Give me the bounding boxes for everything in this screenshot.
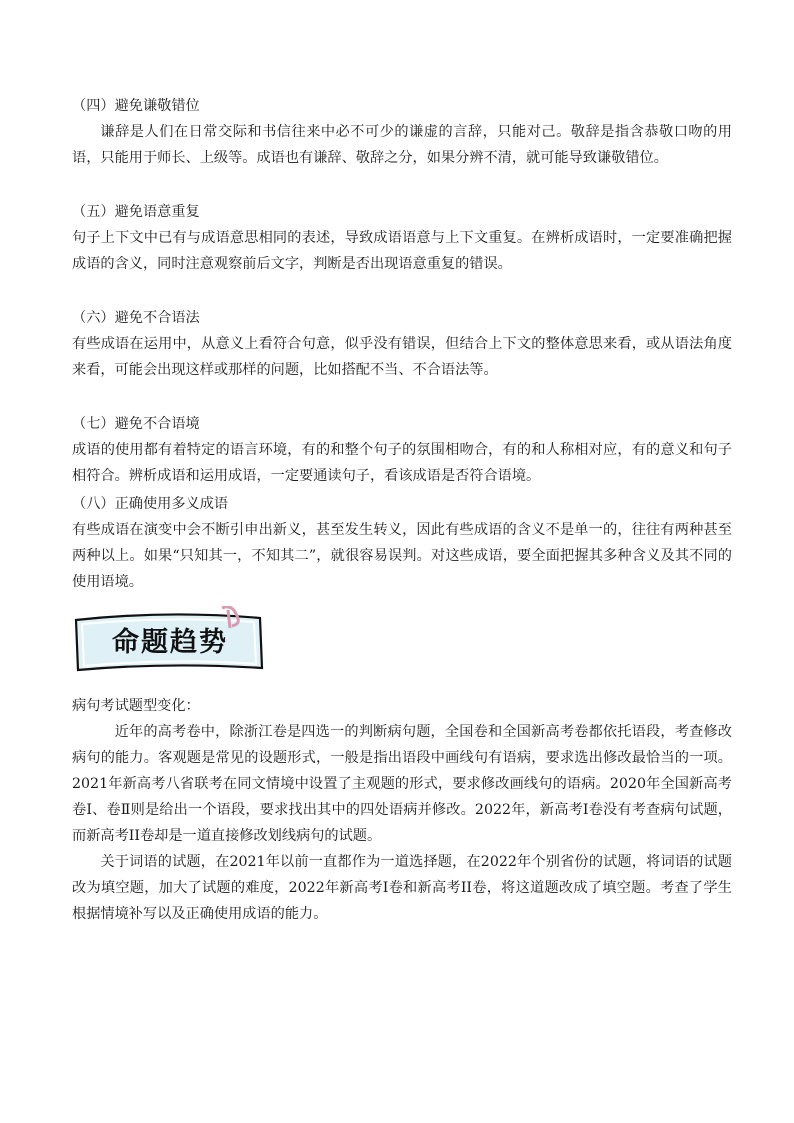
trend-banner: [72, 606, 264, 674]
section-4: [72, 93, 732, 171]
section-text: 有些成语在演变中会不断引申出新义，甚至发生转义，因此有些成语的含义不是单一的，往往有两种甚至两种以上。如果“只知其一，不知其二”，就很容易误判。对这些成语，要全面把握其多种含义及其不同的使用语境。: [72, 522, 732, 590]
section-heading: （五）避免语意重复: [72, 204, 200, 220]
trend-intro: 病句考试题型变化：: [72, 698, 200, 714]
section-heading: （七）避免不合语境: [72, 416, 200, 432]
trend-section: [72, 693, 732, 927]
section-6: [72, 305, 732, 383]
trend-paragraph: 关于词语的试题，在2021年以前一直都作为一道选择题，在2022年个别省份的试题，将词语的试题改为填空题，加大了试题的难度，2022年新高考I卷和新高考II卷，将这道题改成了填空题。考查了学生根据情境补写以及正确使用成语的能力。: [72, 854, 732, 922]
section-text: 句子上下文中已有与成语意思相同的表述，导致成语语意与上下文重复。在辨析成语时，一定要准确把握成语的含义，同时注意观察前后文字，判断是否出现语意重复的错误。: [72, 230, 732, 272]
section-text: 有些成语在运用中，从意义上看符合句意，似乎没有错误，但结合上下文的整体意思来看，或从语法角度来看，可能会出现这样或那样的问题，比如搭配不当、不合语法等。: [72, 336, 732, 378]
section-heading: （四）避免谦敬错位: [72, 98, 200, 114]
section-text: 成语的使用都有着特定的语言环境，有的和整个句子的氛围相吻合，有的和人称相对应，有的意义和句子相符合。辨析成语和运用成语，一定要通读句子，看该成语是否符合语境。: [72, 442, 732, 484]
banner-title: 命题趋势: [112, 627, 228, 658]
section-heading: （八）正确使用多义成语: [72, 496, 229, 512]
section-5: [72, 199, 732, 277]
trend-paragraph: 近年的高考卷中，除浙江卷是四选一的判断病句题，全国卷和全国新高考卷都依托语段，考查修改病句的能力。客观题是常见的设题形式，一般是指出语段中画线句有语病，要求选出修改最恰当的一项。2021年新高考八省联考在同文情境中设置了主观题的形式，要求修改画线句的语病。2020年全国新高考卷Ⅰ、卷Ⅱ则是给出一个语段，要求找出其中的四处语病并修改。2022年，新高考I卷没有考查病句试题，而新高考II卷却是一道直接修改划线病句的试题。: [72, 724, 732, 844]
section-7: [72, 411, 732, 489]
section-heading: （六）避免不合语法: [72, 310, 200, 326]
section-8: [72, 491, 732, 595]
section-text: 谦辞是人们在日常交际和书信往来中必不可少的谦虚的言辞，只能对己。敬辞是指含恭敬口吻的用语，只能用于师长、上级等。成语也有谦辞、敬辞之分，如果分辨不清，就可能导致谦敬错位。: [72, 124, 732, 166]
